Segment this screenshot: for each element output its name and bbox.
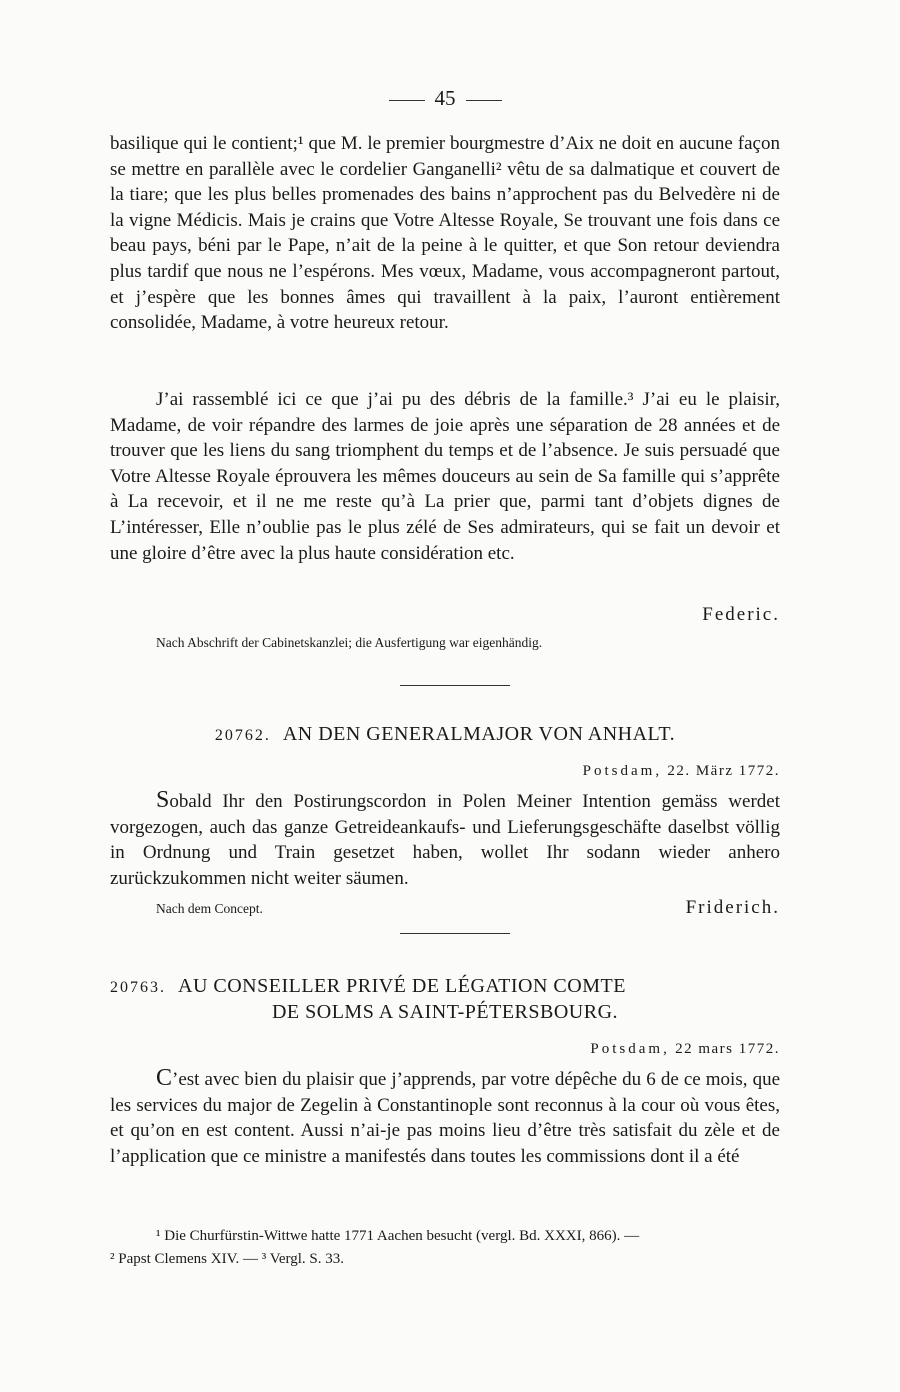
letter3-body: C’est avec bien du plaisir que j’apprends, par votre dépêche du 6 de ce mois, que les services du major de Zegelin à Constantinople sont reconnus à la cour où vous êtes, et qu’on en est content. Aussi n’ai-je pas moins lieu d’être très satisfait du zèle et de l’application que ce ministre a manifestés dans toutes les commissions dont il a été — [110, 1065, 780, 1167]
letter2-title: AN DEN GENERALMAJOR VON ANHALT. — [282, 723, 676, 745]
letter1-signature: Federic. — [702, 604, 780, 625]
letter3-heading — [110, 975, 780, 998]
letter2-body: Sobald Ihr den Postirungscordon in Polen Meiner Intention gemäss werdet vorgezogen, auch das ganze Getreideankaufs- und Lieferungsgeschäfte daselbst völlig in Ordnung und Train gesetzet haben, wollet Ihr sodann wieder anhero zurückzukommen nicht weiter säumen. — [110, 787, 780, 889]
footnote-line-2: ² Papst Clemens XIV. — ³ Vergl. S. 33. — [110, 1251, 345, 1267]
letter3-title-line1: AU CONSEILLER PRIVÉ DE LÉGATION COMTE — [178, 975, 626, 997]
section-divider-2 — [400, 933, 510, 934]
letter2-initial: S — [156, 787, 170, 813]
letter2-heading — [110, 723, 780, 746]
footnote-line-1: ¹ Die Churfürstin-Wittwe hatte 1771 Aachen besucht (vergl. Bd. XXXI, 866). — — [156, 1228, 640, 1244]
letter2-signature: Friderich. — [685, 897, 780, 918]
letter2-dateline: Potsdam, 22. März 1772. — [582, 763, 780, 779]
letter3-number: 20763. — [110, 979, 166, 996]
letter2-source-note: Nach dem Concept. — [156, 901, 263, 916]
letter2-number: 20762. — [214, 727, 271, 744]
letter3-dateline: Potsdam, 22 mars 1772. — [590, 1041, 780, 1057]
letter3-title-line2: DE SOLMS A SAINT-PÉTERSBOURG. — [271, 1001, 619, 1023]
letter1-paragraph-1: basilique qui le contient;¹ que M. le premier bourgmestre d’Aix ne doit en aucune façon se mettre en parallèle avec le cordelier Ganganelli² vêtu de sa dalmatique et couvert de la tiare; que les plus belles promenades des bains n’approchent pas du Belvedère ni de la vigne Médicis. Mais je crains que Votre Altesse Royale, Se trouvant une fois dans ce beau pays, béni par le Pape, n’ait de la peine à le quitter, et que Son retour deviendra plus tardif que nous ne l’espérons. Mes vœux, Madame, vous accompagneront partout, et j’espère que les bonnes âmes qui travaillent à la paix, l’auront entièrement consolidée, Madame, à votre heureux retour. — [110, 133, 780, 334]
page-number-dash-left — [389, 100, 425, 101]
letter1-source-note: Nach Abschrift der Cabinetskanzlei; die Ausfertigung war eigenhändig. — [156, 635, 543, 650]
letter3-initial: C — [156, 1065, 173, 1091]
page-number: 45 — [110, 86, 780, 111]
section-divider-1 — [400, 685, 510, 686]
page-number-dash-right — [466, 100, 502, 101]
letter1-paragraph-2: J’ai rassemblé ici ce que j’ai pu des débris de la famille.³ J’ai eu le plaisir, Madame, de voir répandre des larmes de joie après une séparation de 28 années et de trouver que les liens du sang triomphent du temps et de l’absence. Je suis persuadé que Votre Altesse Royale éprouvera les mêmes douceurs au sein de Sa famille qui s’apprête à La recevoir, et il ne me reste qu’à La prier que, parmi tant d’objets dignes de L’intéresser, Elle n’oublie pas le plus zélé de Ses admirateurs, qui se fait un devoir et une gloire d’être avec la plus haute considération etc. — [110, 389, 780, 564]
